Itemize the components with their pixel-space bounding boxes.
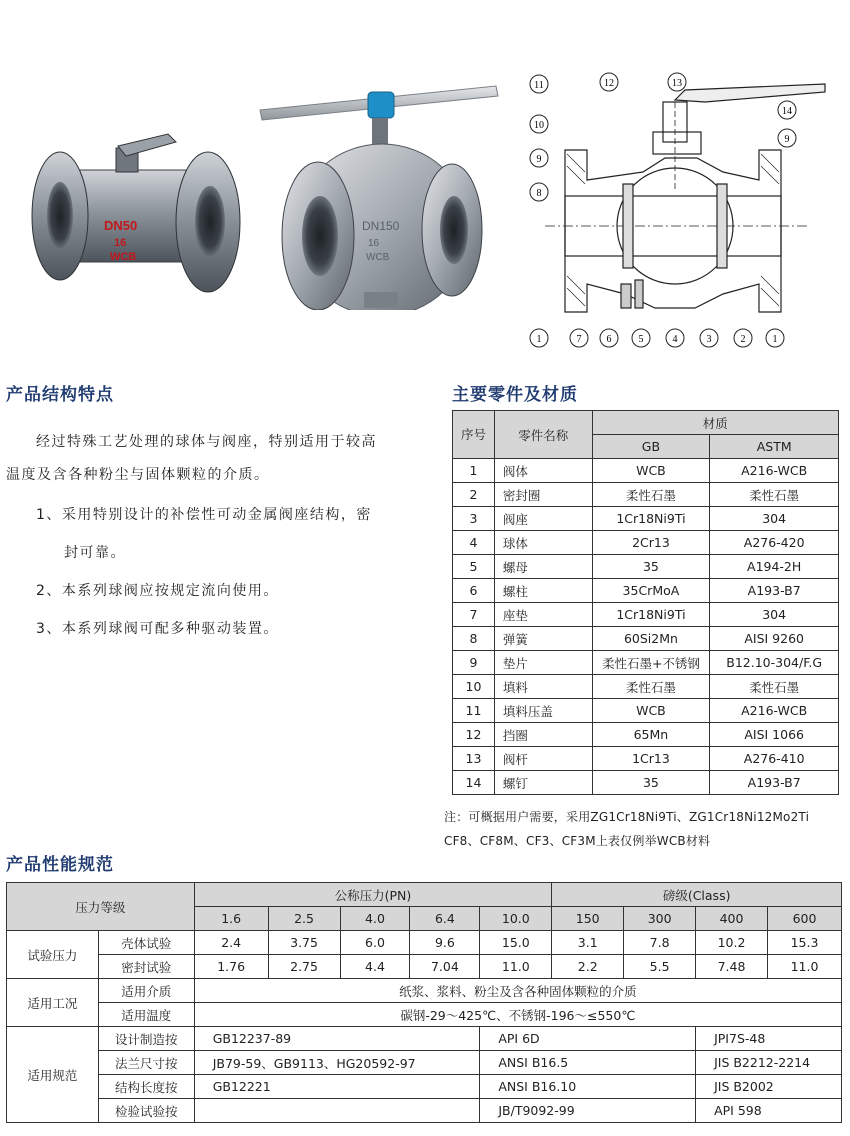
part-material-astm: B12.10-304/F.G — [710, 651, 839, 675]
inspection-standard-api: API 598 — [696, 1099, 842, 1123]
parts-row — [453, 555, 839, 579]
pn-value: 6.4 — [410, 907, 480, 931]
class-value: 400 — [696, 907, 768, 931]
parts-head-gb: GB — [592, 435, 710, 459]
part-material-gb: 柔性石墨+不锈钢 — [592, 651, 710, 675]
design-standard-label: 设计制造按 — [98, 1027, 194, 1051]
design-standard-jpi: JPI7S-48 — [696, 1027, 842, 1051]
body-cast-mark-material: WCB — [110, 251, 137, 263]
parts-row — [453, 699, 839, 723]
seal-test-value: 2.75 — [268, 955, 340, 979]
test-pressure-label: 试验压力 — [7, 931, 99, 979]
flange-standard-gb: JB79-59、GB9113、HG20592-97 — [194, 1051, 480, 1075]
flange-standard-ansi: ANSI B16.5 — [480, 1051, 696, 1075]
seal-test-label: 密封试验 — [98, 955, 194, 979]
seal-test-value: 2.2 — [552, 955, 624, 979]
length-standard-label: 结构长度按 — [98, 1075, 194, 1099]
part-name: 密封圈 — [494, 483, 592, 507]
ball-valve-photo-large — [256, 70, 500, 310]
callout-number: 9 — [536, 154, 542, 165]
part-material-astm: AISI 1066 — [710, 723, 839, 747]
part-number: 14 — [453, 771, 495, 795]
part-number: 2 — [453, 483, 495, 507]
part-name: 填料压盖 — [494, 699, 592, 723]
body-cast-mark-pn: 16 — [368, 238, 380, 249]
part-material-astm: A193-B7 — [710, 771, 839, 795]
shell-test-value: 15.3 — [768, 931, 842, 955]
part-number: 13 — [453, 747, 495, 771]
parts-note-line1: 注：可概据用户需要，采用ZG1Cr18Ni9Ti、ZG1Cr18Ni12Mo2Ti — [444, 810, 810, 824]
parts-row — [453, 483, 839, 507]
part-number: 1 — [453, 459, 495, 483]
length-standard-ansi: ANSI B16.10 — [480, 1075, 696, 1099]
part-name: 阀座 — [494, 507, 592, 531]
parts-row — [453, 771, 839, 795]
part-name: 垫片 — [494, 651, 592, 675]
part-material-astm: A216-WCB — [710, 459, 839, 483]
part-material-astm: A193-B7 — [710, 579, 839, 603]
part-number: 6 — [453, 579, 495, 603]
part-name: 阀体 — [494, 459, 592, 483]
shell-test-value: 7.8 — [624, 931, 696, 955]
temperature-label: 适用温度 — [98, 1003, 194, 1027]
length-standard-jis: JIS B2002 — [696, 1075, 842, 1099]
pn-header: 公称压力(PN) — [194, 883, 552, 907]
shell-test-value: 10.2 — [696, 931, 768, 955]
parts-row — [453, 531, 839, 555]
temperature-value: 碳钢-29～425℃、不锈钢-196～≤550℃ — [194, 1003, 841, 1027]
callout-number: 7 — [576, 334, 582, 345]
part-name: 螺钉 — [494, 771, 592, 795]
parts-table — [452, 410, 839, 795]
callout-number: 12 — [604, 78, 614, 89]
shell-test-value: 2.4 — [194, 931, 268, 955]
design-standard-gb: GB12237-89 — [194, 1027, 480, 1051]
part-name: 球体 — [494, 531, 592, 555]
class-value: 150 — [552, 907, 624, 931]
parts-head-name: 零件名称 — [494, 411, 592, 459]
shell-test-label: 壳体试验 — [98, 931, 194, 955]
features-intro-line1: 经过特殊工艺处理的球体与阀座，特别适用于较高 — [36, 434, 377, 450]
pn-value: 10.0 — [480, 907, 552, 931]
part-number: 8 — [453, 627, 495, 651]
part-material-astm: 柔性石墨 — [710, 483, 839, 507]
seal-test-value: 7.04 — [410, 955, 480, 979]
shell-test-value: 3.75 — [268, 931, 340, 955]
seal-test-value: 11.0 — [768, 955, 842, 979]
part-material-gb: 35 — [592, 555, 710, 579]
part-material-gb: WCB — [592, 459, 710, 483]
part-name: 填料 — [494, 675, 592, 699]
part-material-astm: A276-410 — [710, 747, 839, 771]
callout-number: 4 — [672, 334, 678, 345]
design-standard-api: API 6D — [480, 1027, 696, 1051]
features-item3: 3、本系列球阀可配多种驱动装置。 — [36, 621, 279, 637]
medium-value: 纸浆、浆料、粉尘及含各种固体颗粒的介质 — [194, 979, 841, 1003]
parts-title: 主要零件及材质 — [452, 385, 578, 405]
part-material-gb: 1Cr18Ni9Ti — [592, 507, 710, 531]
part-name: 弹簧 — [494, 627, 592, 651]
features-intro-line2: 温度及含各种粉尘与固体颗粒的介质。 — [6, 467, 270, 483]
parts-row — [453, 603, 839, 627]
callout-number: 1 — [536, 334, 542, 345]
part-material-astm: AISI 9260 — [710, 627, 839, 651]
part-name: 螺柱 — [494, 579, 592, 603]
parts-head-astm: ASTM — [710, 435, 839, 459]
callout-number: 2 — [740, 334, 746, 345]
performance-table — [6, 882, 842, 1123]
pn-value: 2.5 — [268, 907, 340, 931]
part-material-astm: A276-420 — [710, 531, 839, 555]
shell-test-value: 3.1 — [552, 931, 624, 955]
medium-label: 适用介质 — [98, 979, 194, 1003]
parts-row — [453, 651, 839, 675]
part-material-astm: 304 — [710, 603, 839, 627]
parts-row — [453, 675, 839, 699]
valve-cross-section-drawing — [525, 62, 830, 354]
part-material-gb: 1Cr13 — [592, 747, 710, 771]
features-item2: 2、本系列球阀应按规定流向使用。 — [36, 583, 279, 599]
inspection-standard-label: 检验试验按 — [98, 1099, 194, 1123]
part-material-astm: A216-WCB — [710, 699, 839, 723]
standards-label: 适用规范 — [7, 1027, 99, 1123]
part-name: 挡圈 — [494, 723, 592, 747]
part-name: 阀杆 — [494, 747, 592, 771]
callout-number: 14 — [782, 106, 792, 117]
callout-number: 6 — [606, 334, 612, 345]
class-header: 磅级(Class) — [552, 883, 842, 907]
part-material-astm: A194-2H — [710, 555, 839, 579]
inspection-standard-jb: JB/T9092-99 — [480, 1099, 696, 1123]
body-cast-mark-dn: DN150 — [362, 219, 400, 233]
part-number: 11 — [453, 699, 495, 723]
part-material-gb: 60Si2Mn — [592, 627, 710, 651]
body-cast-mark-material: WCB — [366, 252, 390, 263]
part-number: 10 — [453, 675, 495, 699]
part-material-gb: WCB — [592, 699, 710, 723]
features-item1-line1: 1、采用特别设计的补偿性可动金属阀座结构，密 — [36, 507, 372, 523]
part-material-gb: 2Cr13 — [592, 531, 710, 555]
pn-value: 1.6 — [194, 907, 268, 931]
part-number: 12 — [453, 723, 495, 747]
part-name: 螺母 — [494, 555, 592, 579]
flange-standard-jis: JIS B2212-2214 — [696, 1051, 842, 1075]
body-cast-mark-dn: DN50 — [104, 218, 138, 233]
parts-row — [453, 459, 839, 483]
class-value: 300 — [624, 907, 696, 931]
parts-row — [453, 579, 839, 603]
callout-number: 8 — [536, 188, 542, 199]
part-number: 4 — [453, 531, 495, 555]
callout-number: 13 — [672, 78, 682, 89]
seal-test-value: 1.76 — [194, 955, 268, 979]
callout-number: 11 — [534, 80, 544, 91]
parts-note-line2: CF8、CF8M、CF3、CF3M上表仅例举WCB材料 — [444, 834, 711, 848]
callout-number: 9 — [784, 134, 790, 145]
part-number: 9 — [453, 651, 495, 675]
part-material-gb: 35 — [592, 771, 710, 795]
callout-number: 10 — [534, 120, 544, 131]
callout-number: 5 — [638, 334, 644, 345]
seal-test-value: 4.4 — [340, 955, 410, 979]
performance-title: 产品性能规范 — [6, 855, 114, 875]
parts-row — [453, 723, 839, 747]
parts-head-no: 序号 — [453, 411, 495, 459]
pressure-grade-header: 压力等级 — [7, 883, 195, 931]
part-material-astm: 柔性石墨 — [710, 675, 839, 699]
part-material-astm: 304 — [710, 507, 839, 531]
callout-number: 3 — [706, 334, 712, 345]
parts-row — [453, 747, 839, 771]
seal-test-value: 5.5 — [624, 955, 696, 979]
features-title: 产品结构特点 — [6, 385, 114, 405]
shell-test-value: 9.6 — [410, 931, 480, 955]
part-material-gb: 35CrMoA — [592, 579, 710, 603]
shell-test-value: 15.0 — [480, 931, 552, 955]
length-standard-gb: GB12221 — [194, 1075, 480, 1099]
part-number: 5 — [453, 555, 495, 579]
features-item1-line2: 封可靠。 — [64, 545, 126, 561]
inspection-blank — [194, 1099, 480, 1123]
part-number: 7 — [453, 603, 495, 627]
parts-row — [453, 507, 839, 531]
seal-test-value: 11.0 — [480, 955, 552, 979]
callout-number: 1 — [772, 334, 778, 345]
conditions-label: 适用工况 — [7, 979, 99, 1027]
parts-row — [453, 627, 839, 651]
body-cast-mark-pn: 16 — [114, 237, 127, 249]
part-material-gb: 柔性石墨 — [592, 483, 710, 507]
flange-standard-label: 法兰尺寸按 — [98, 1051, 194, 1075]
parts-head-material: 材质 — [592, 411, 838, 435]
part-material-gb: 1Cr18Ni9Ti — [592, 603, 710, 627]
class-value: 600 — [768, 907, 842, 931]
part-name: 座垫 — [494, 603, 592, 627]
seal-test-value: 7.48 — [696, 955, 768, 979]
ball-valve-photo-small — [18, 112, 248, 308]
part-material-gb: 柔性石墨 — [592, 675, 710, 699]
shell-test-value: 6.0 — [340, 931, 410, 955]
pn-value: 4.0 — [340, 907, 410, 931]
part-material-gb: 65Mn — [592, 723, 710, 747]
part-number: 3 — [453, 507, 495, 531]
